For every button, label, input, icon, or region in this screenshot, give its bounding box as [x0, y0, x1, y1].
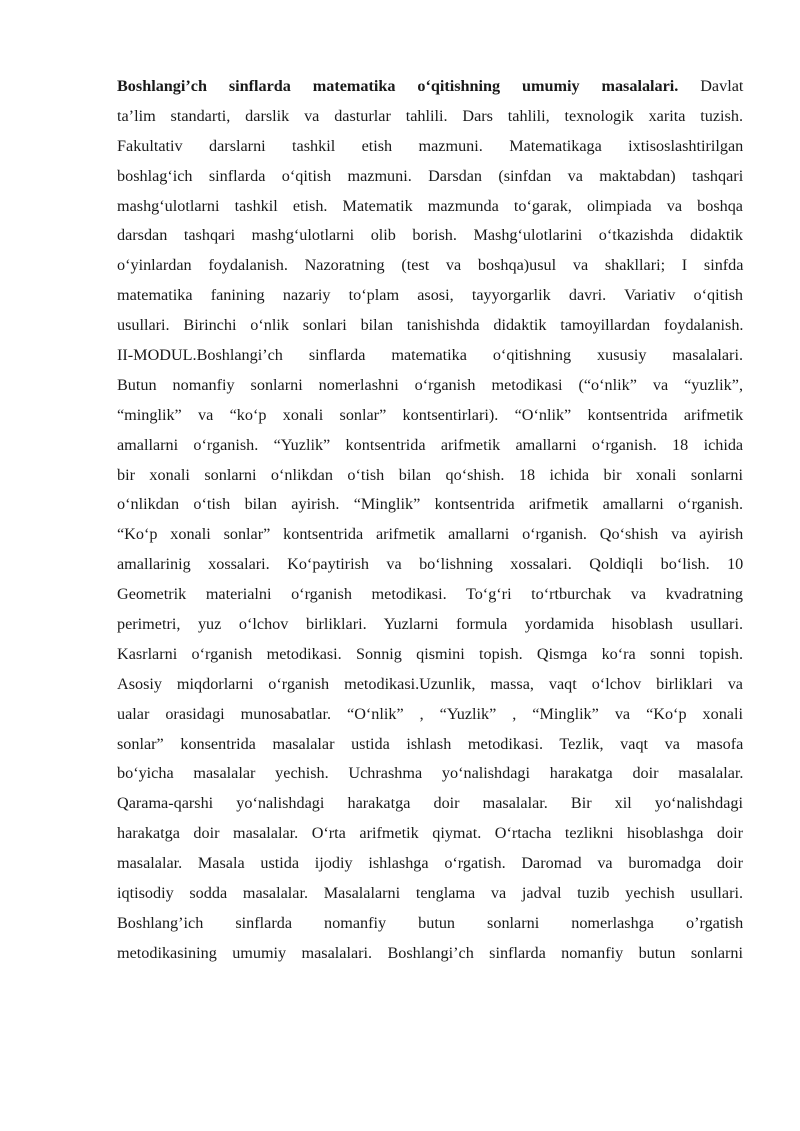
- text-line-29: Boshlang’ich sinflarda nomanfiy butun sonlarni nomerlashga o’rgatish: [117, 913, 744, 932]
- text-line-20: Kasrlarni o‘rganish metodikasi. Sonnig qismini topish. Qismga ko‘ra sonni topish.: [117, 644, 743, 663]
- text-line-16: “Ko‘p xonali sonlar” kontsentrida arifmetik amallarni o‘rganish. Qo‘shish va ayirish: [117, 525, 744, 544]
- text-line-15: o‘nlikdan o‘tish bilan ayirish. “Minglik” kontsentrida arifmetik amallarni o‘rganish.: [117, 495, 743, 514]
- text-line-22: ualar orasidagi munosabatlar. “O‘nlik” , “Yuzlik” , “Minglik” va “Ko‘p xonali: [117, 704, 743, 723]
- text-line-8: matematika fanining nazariy to‘plam asosi, tayyorgarlik davri. Variativ o‘qitish: [117, 286, 743, 305]
- text-line-21: Asosiy miqdorlarni o‘rganish metodikasi.Uzunlik, massa, vaqt o‘lchov birliklari va: [117, 674, 743, 693]
- text-line-6: darsdan tashqari mashg‘ulotlarni olib borish. Mashg‘ulotlarini o‘tkazishda didaktik: [117, 226, 743, 245]
- text-line-5: mashg‘ulotlarni tashkil etish. Matematik mazmunda to‘garak, olimpiada va boshqa: [117, 196, 743, 215]
- text-line-26: harakatga doir masalalar. O‘rta arifmetik qiymat. O‘rtacha tezlikni hisoblashga doir: [117, 824, 743, 843]
- text-line-27: masalalar. Masala ustida ijodiy ishlashga o‘rgatish. Daromad va buromadga doir: [117, 854, 743, 873]
- text-line-14: bir xonali sonlarni o‘nlikdan o‘tish bilan qo‘shish. 18 ichida bir xonali sonlarni: [117, 465, 743, 484]
- text-line-9: usullari. Birinchi o‘nlik sonlari bilan tanishishda didaktik tamoyillardan foydalanish.: [117, 316, 744, 335]
- text-line-2: ta’lim standarti, darslik va dasturlar tahlili. Dars tahlili, texnologik xarita tuzish.: [117, 106, 743, 125]
- text-line-25: Qarama-qarshi yo‘nalishdagi harakatga doir masalalar. Bir xil yo‘nalishdagi: [117, 794, 743, 813]
- text-line-18: Geometrik materialni o‘rganish metodikasi. To‘g‘ri to‘rtburchak va kvadratning: [117, 585, 744, 604]
- text-line-31: [117, 969, 743, 999]
- text-line-7: o‘yinlardan foydalanish. Nazoratning (test va boshqa)usul va shakllari; I sinfda: [117, 256, 744, 275]
- text-line-12: “minglik” va “ko‘p xonali sonlar” kontsentirlari). “O‘nlik” kontsentrida arifmetik: [117, 405, 744, 424]
- section-heading: Boshlangi’ch sinflarda matematika o‘qitishning umumiy masalalari.: [117, 77, 679, 95]
- document-body: [117, 72, 743, 999]
- text-line-28: iqtisodiy sodda masalalar. Masalalarni tenglama va jadval tuzib yechish usullari.: [117, 884, 744, 903]
- text-line-1-rest: Davlat: [678, 77, 744, 95]
- text-line-11: Butun nomanfiy sonlarni nomerlashni o‘rganish metodikasi (“o‘nlik” va “yuzlik”,: [117, 375, 743, 394]
- text-line-4: boshlag‘ich sinflarda o‘qitish mazmuni. Darsdan (sinfdan va maktabdan) tashqari: [117, 166, 744, 185]
- text-line-13: amallarni o‘rganish. “Yuzlik” kontsentrida arifmetik amallarni o‘rganish. 18 ichida: [117, 435, 744, 454]
- text-line-19: perimetri, yuz o‘lchov birliklari. Yuzlarni formula yordamida hisoblash usullari.: [117, 615, 743, 634]
- text-line-10: II-MODUL.Boshlangi’ch sinflarda matematika o‘qitishning xususiy masalalari.: [117, 346, 743, 365]
- text-line-1: [117, 72, 743, 102]
- text-line-3: Fakultativ darslarni tashkil etish mazmuni. Matematikaga ixtisoslashtirilgan: [117, 136, 744, 155]
- text-line-23: sonlar” konsentrida masalalar ustida ishlash metodikasi. Tezlik, vaqt va masofa: [117, 734, 744, 753]
- text-line-30: metodikasining umumiy masalalari. Boshlangi’ch sinflarda nomanfiy butun sonlarni: [117, 943, 743, 962]
- text-line-24: bo‘yicha masalalar yechish. Uchrashma yo‘nalishdagi harakatga doir masalalar.: [117, 764, 744, 783]
- text-line-17: amallarinig xossalari. Ko‘paytirish va bo‘lishning xossalari. Qoldiqli bo‘lish. 10: [117, 555, 744, 574]
